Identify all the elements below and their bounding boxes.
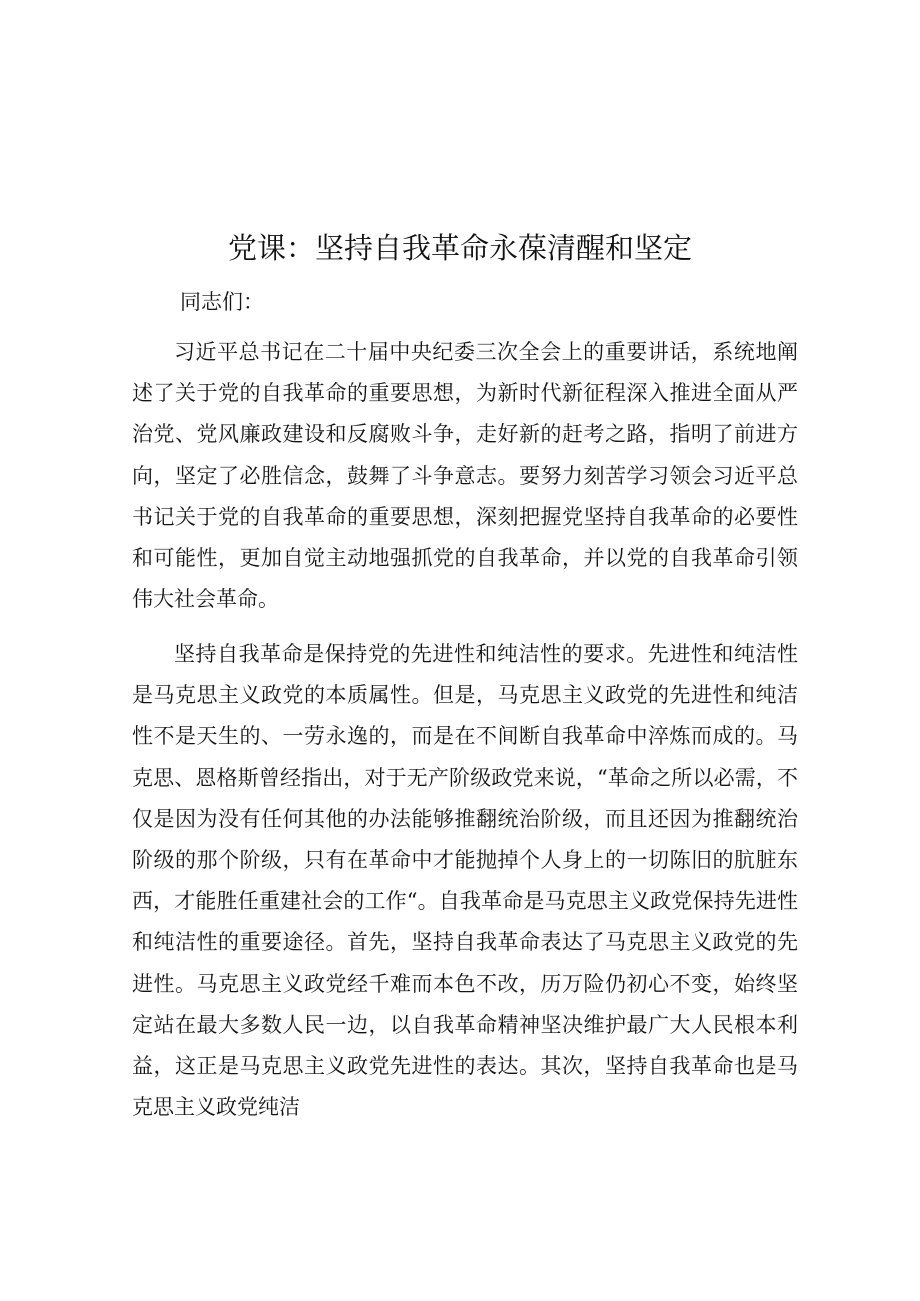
document-title: 党课：坚持自我革命永葆清醒和坚定 xyxy=(227,231,692,265)
salutation: 同志们： xyxy=(180,290,264,314)
paragraph-2: 坚持自我革命是保持党的先进性和纯洁性的要求。先进性和纯洁性是马克思主义政党的本质属性。但是，马克思主义政党的先进性和纯洁性不是天生的、一劳永逸的，而是在不间断自我革命中淬炼而成的。马克思、恩格斯曾经指出，对于无产阶级政党来说，“革命之所以必需，不仅是因为没有任何其他的办法能够推翻统治阶级，而且还因为推翻统治阶级的那个阶级，只有在革命中才能抛掉个人身上的一切陈旧的肮脏东西，才能胜任重建社会的工作“。自我革命是马克思主义政党保持先进性和纯洁性的重要途径。首先，坚持自我革命表达了马克思主义政党的先进性。马克思主义政党经千难而本色不改，历万险仍初心不变，始终坚定站在最大多数人民一边，以自我革命精神坚决维护最广大人民根本利益，这正是马克思主义政党先进性的表达。其次，坚持自我革命也是马克思主义政党纯洁 xyxy=(132,642,798,1120)
paragraph-1: 习近平总书记在二十届中央纪委三次全会上的重要讲话，系统地阐述了关于党的自我革命的重要思想，为新时代新征程深入推进全面从严治党、党风廉政建设和反腐败斗争，走好新的赶考之路，指明了前进方向，坚定了必胜信念，鼓舞了斗争意志。要努力刻苦学习领会习近平总书记关于党的自我革命的重要思想，深刻把握党坚持自我革命的必要性和可能性，更加自觉主动地强抓党的自我革命，并以党的自我革命引领伟大社会革命。 xyxy=(132,340,798,612)
